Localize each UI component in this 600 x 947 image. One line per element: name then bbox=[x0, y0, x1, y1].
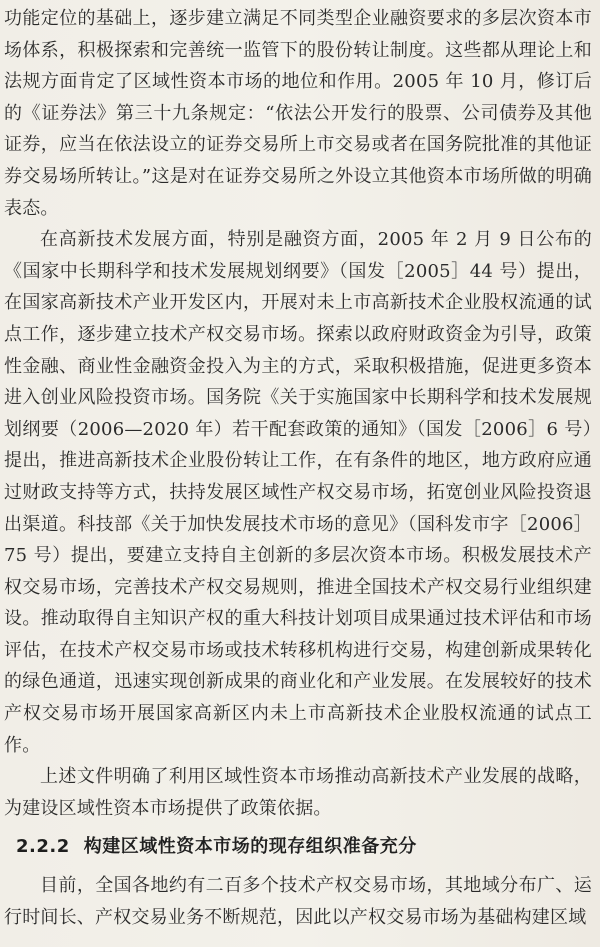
section-heading bbox=[16, 830, 592, 864]
paragraph-1: 功能定位的基础上，逐步建立满足不同类型企业融资要求的多层次资本市场体系，积极探索和完善统一监管下的股份转让制度。这些都从理论上和法规方面肯定了区域性资本市场的地位和作用。2005 年 10 月，修订后的《证券法》第三十九条规定：“依法公开发行的股票、公司债券及其他证券，应当在依法设立的证券交易所上市交易或者在国务院批准的其他证券交易场所转让。”这是对在证券交易所之外设立其他资本市场所做的明确表态。 bbox=[4, 8, 592, 219]
paragraph-3: 上述文件明确了利用区域性资本市场推动高新技术产业发展的战略，为建设区域性资本市场提供了政策依据。 bbox=[4, 766, 592, 819]
paragraph-2: 在高新技术发展方面，特别是融资方面，2005 年 2 月 9 日公布的《国家中长期科学和技术发展规划纲要》（国发［2005］44 号）提出，在国家高新技术产业开发区内，开展对未上市高新技术企业股权流通的试点工作，逐步建立技术产权交易市场。探索以政府财政资金为引导，政策性金融、商业性金融资金投入为主的方式，采取积极措施，促进更多资本进入创业风险投资市场。国务院《关于实施国家中长期科学和技术发展规划纲要（2006—2020 年）若干配套政策的通知》（国发［2006］6 号）提出，推进高新技术企业股份转让工作，在有条件的地区，地方政府应通过财政支持等方式，扶持发展区域性产权交易市场，拓宽创业风险投资退出渠道。科技部《关于加快发展技术市场的意见》（国科发市字［2006］75 号）提出，要建立支持自主创新的多层次资本市场。积极发展技术产权交易市场，完善技术产权交易规则，推进全国技术产权交易行业组织建设。推动取得自主知识产权的重大科技计划项目成果通过技术评估和市场评估，在技术产权交易市场或技术转移机构进行交易，构建创新成果转化的绿色通道，迅速实现创新成果的商业化和产业发展。在发展较好的技术产权交易市场开展国家高新区内未上市高新技术企业股权流通的试点工作。 bbox=[4, 229, 592, 756]
section-number: 2.2.2 bbox=[16, 836, 70, 858]
section-title: 构建区域性资本市场的现存组织准备充分 bbox=[83, 836, 417, 858]
paragraph-4: 目前，全国各地约有二百多个技术产权交易市场，其地域分布广、运行时间长、产权交易业务不断规范，因此以产权交易市场为基础构建区域 bbox=[4, 875, 592, 929]
